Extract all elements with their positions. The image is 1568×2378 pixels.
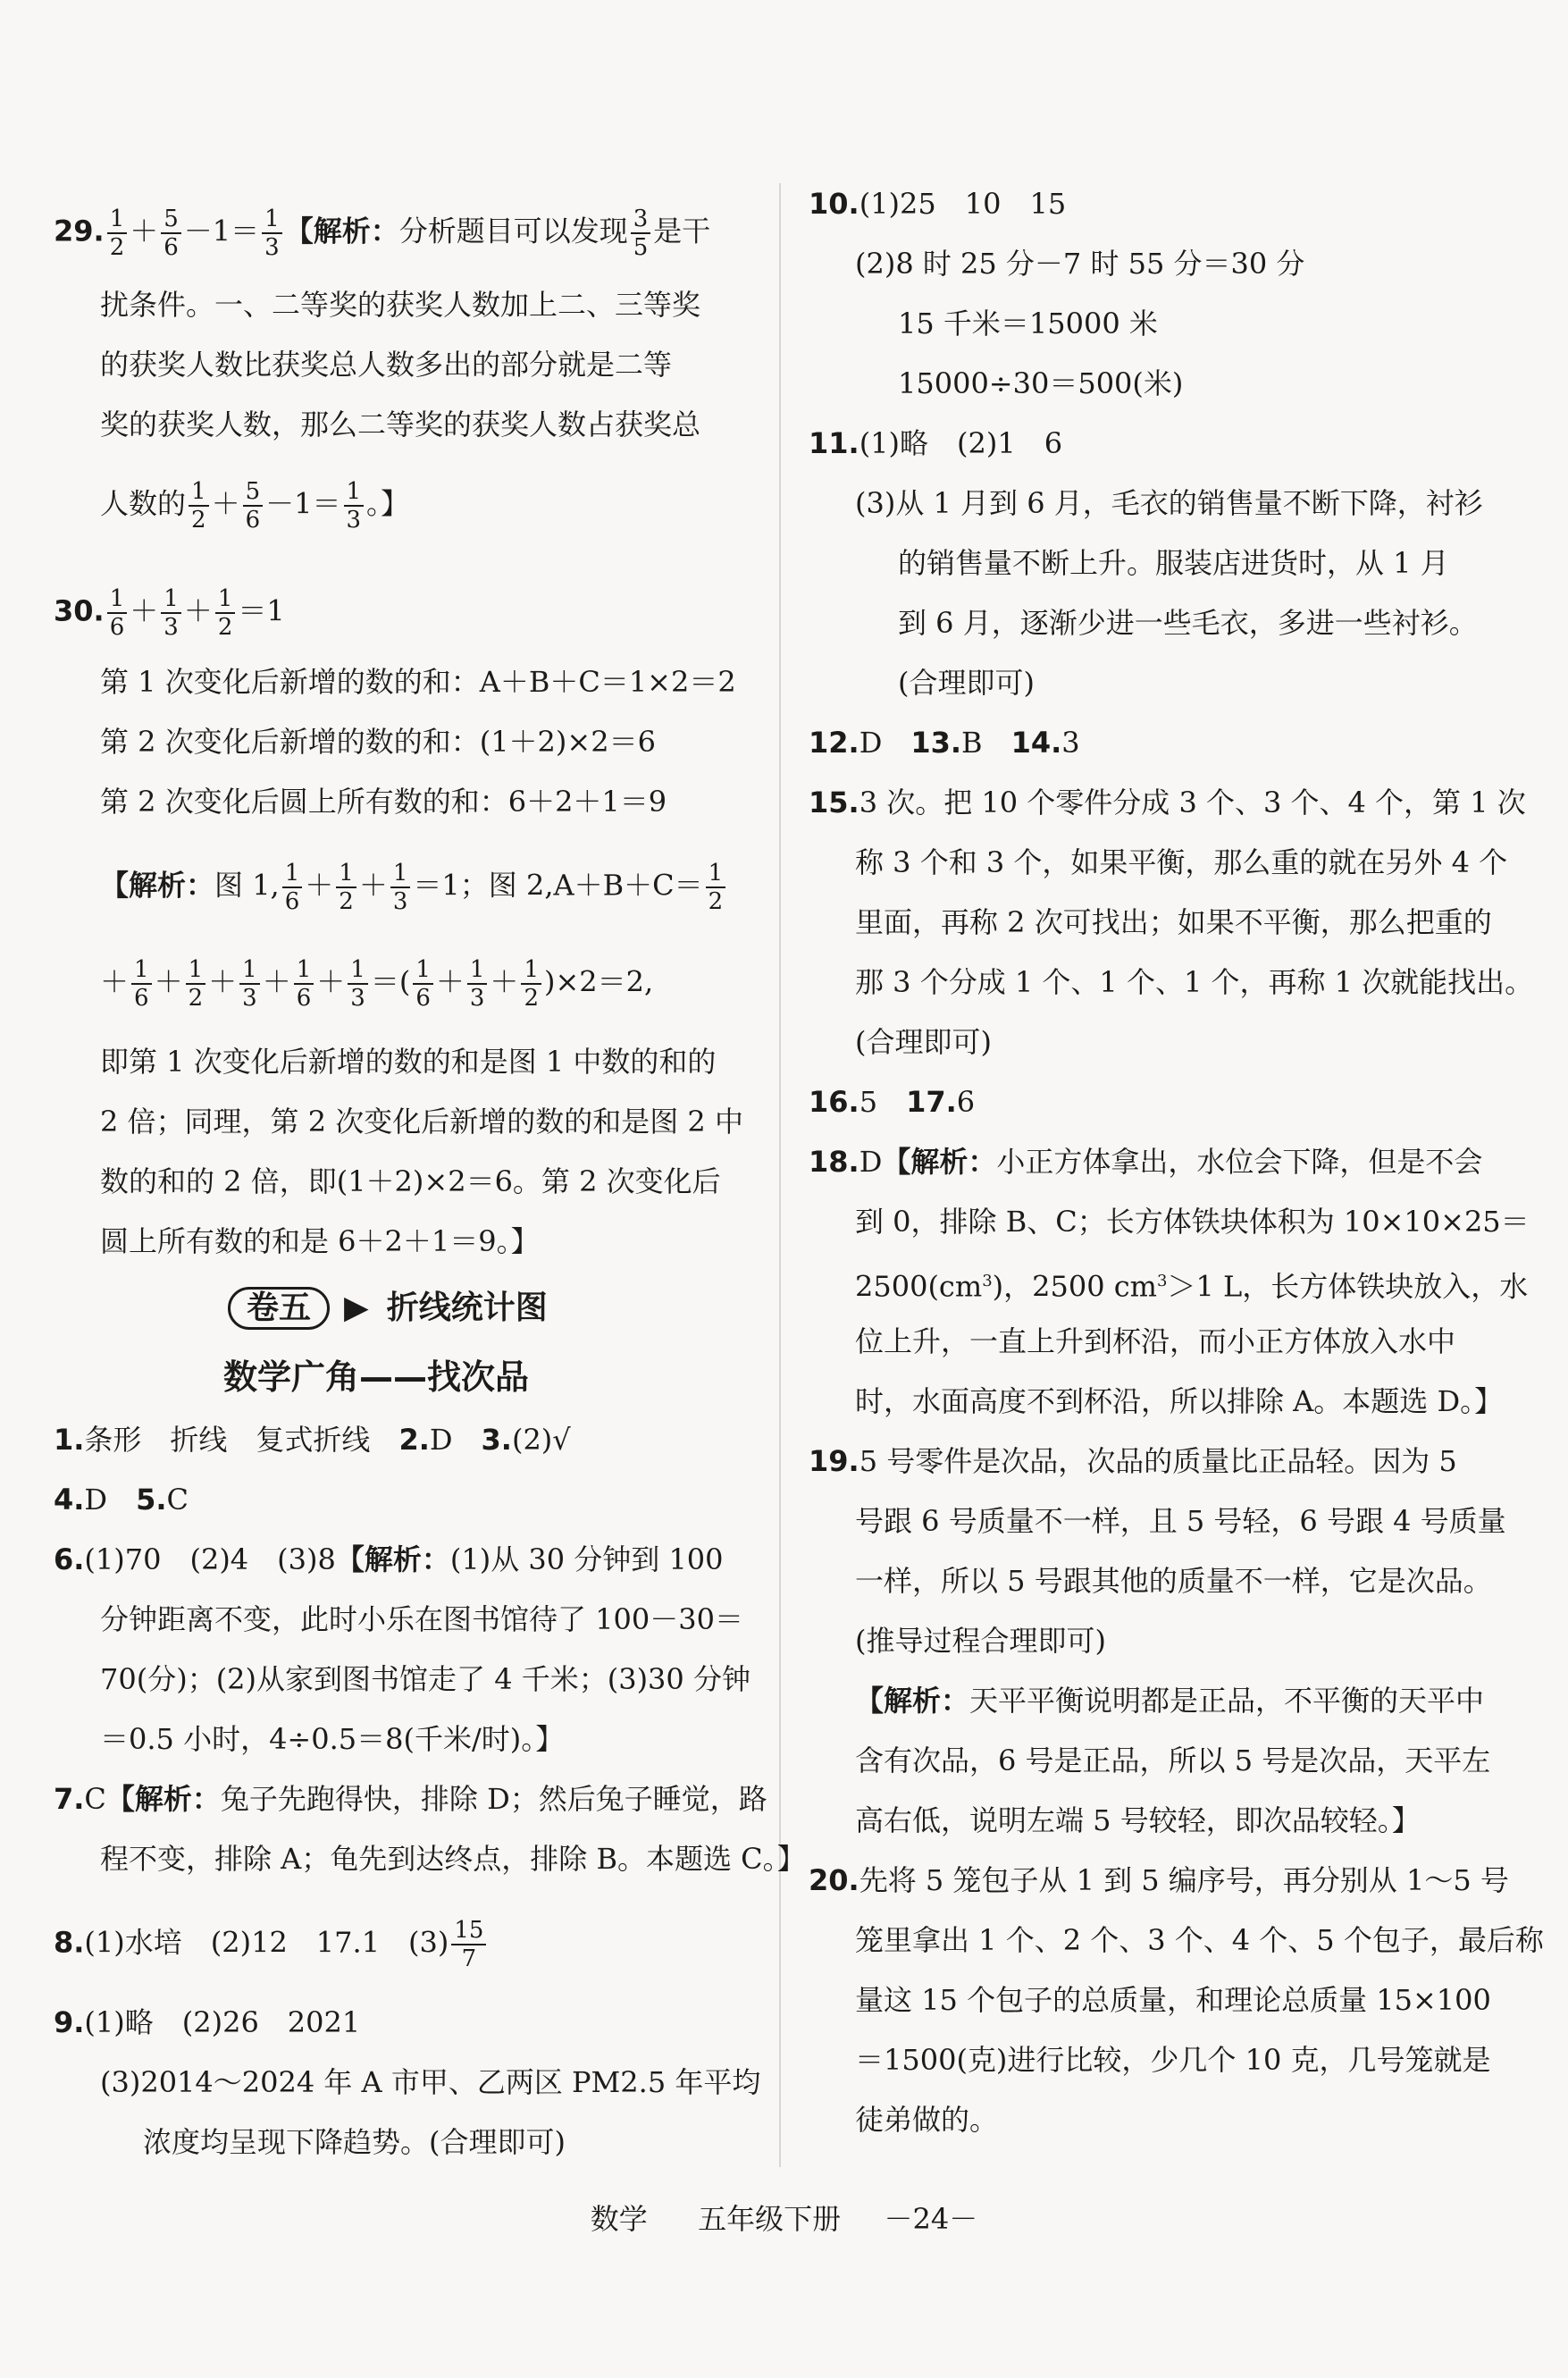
q18-line-5: 时，水面高度不到杯沿，所以排除 A。本题选 D。】 [855,1384,1504,1418]
q12-14-line: 12.D 13.B 14.3 [809,726,1080,760]
q10-line-1: 10.(1)25 10 15 [809,187,1067,221]
q6-line-4: ＝0.5 小时，4÷0.5＝8(千米/时)。】 [100,1722,565,1756]
fraction: $\frac{1}{2}$ [107,206,128,261]
q30-line-5: 【解析：图 1, $\frac{1}{6}$ ＋ $\frac{1}{2}$ ＋ $\frac{1}{3}$ ＝1；图 2,A＋B＋C＝ $\frac{1}{2}$ [100,860,728,915]
q18-line-1: 18.D【解析：小正方体拿出，水位会下降，但是不会 [809,1145,1483,1179]
q30-line-10: 圆上所有数的和是 6＋2＋1＝9。】 [100,1224,540,1258]
fraction: $\frac{15}{7}$ [451,1917,486,1972]
q29-line-2: 扰条件。一、二等奖的获奖人数加上二、三等奖 [100,288,701,322]
q29-line-1: 29. $\frac{1}{2}$ ＋ $\frac{5}{6}$ －1＝ $\frac{1}{3}$ 【解析：分析题目可以发现 $\frac{3}{5}$ 是干 [54,206,711,261]
q6-line-3: 70(分)；(2)从家到图书馆走了 4 千米；(3)30 分钟 [100,1662,750,1696]
fraction: $\frac{1}{6}$ [294,956,314,1012]
q18-line-2: 到 0，排除 B、C；长方体铁块体积为 10×10×25＝ [855,1205,1530,1239]
q15-line-4: 那 3 个分成 1 个、1 个、1 个，再称 1 次就能找出。 [855,965,1534,999]
q18-line-3: $2500(cm^3)$，2500 $cm^3>1$ L，长方体铁块放入，水 [855,1269,1529,1304]
fraction: $\frac{1}{3}$ [262,206,282,261]
q29-line-4: 奖的获奖人数，那么二等奖的获奖人数占获奖总 [100,408,701,441]
fraction: $\frac{1}{2}$ [336,860,356,915]
q20-line-1: 20.先将 5 笼包子从 1 到 5 编序号，再分别从 1～5 号 [809,1863,1509,1897]
q7-line-1: 7.C【解析：兔子先跑得快，排除 D；然后兔子睡觉，路 [54,1782,767,1816]
fraction: $\frac{1}{6}$ [282,860,303,915]
fraction: $\frac{3}{5}$ [631,206,651,261]
q7-line-2: 程不变，排除 A；龟先到达终点，排除 B。本题选 C。】 [100,1842,806,1876]
page-footer [0,2197,1568,2238]
q29-line-3: 的获奖人数比获奖总人数多出的部分就是二等 [100,348,673,382]
q20-line-5: 徒弟做的。 [855,2103,999,2137]
fraction: $\frac{1}{3}$ [390,860,411,915]
q15-line-3: 里面，再称 2 次可找出；如果不平衡，那么把重的 [855,905,1492,939]
fraction: $\frac{1}{3}$ [467,956,488,1012]
q6-line-1: 6.(1)70 (2)4 (3)8【解析：(1)从 30 分钟到 100 [54,1542,724,1576]
q10-line-4: 15000÷30＝500(米) [898,366,1184,400]
q11-line-5: (合理即可) [898,666,1035,700]
fraction: $\frac{5}{6}$ [243,478,264,534]
q15-line-1: 15.3 次。把 10 个零件分成 3 个、3 个、4 个，第 1 次 [809,786,1526,819]
q30-line-6: ＋ $\frac{1}{6}$ ＋ $\frac{1}{2}$ ＋ $\frac{1}{3}$ ＋ $\frac{1}{6}$ ＋ $\frac{1}{3}$ ＝( $\frac{1}{6}$ ＋ $\frac{1}{3}$ ＋ $\frac{1}{2}$ )×2＝2, [100,956,654,1012]
q11-line-3: 的销售量不断上升。服装店进货时，从 1 月 [898,546,1449,580]
q30-line-8: 2 倍；同理，第 2 次变化后新增的数的和是图 2 中 [100,1105,743,1139]
q19-line-2: 号跟 6 号质量不一样，且 5 号轻，6 号跟 4 号质量 [855,1504,1506,1538]
q30-line-3: 第 2 次变化后新增的数的和：(1＋2)×2＝6 [100,725,656,759]
q30-line-1: 30. $\frac{1}{6}$ ＋ $\frac{1}{3}$ ＋ $\frac{1}{2}$ ＝1 [54,585,285,641]
section-title: 折线统计图 [386,1290,548,1326]
q30-line-2: 第 1 次变化后新增的数的和：A＋B＋C＝1×2＝2 [100,665,736,699]
q11-line-4: 到 6 月，逐渐少进一些毛衣，多进一些衬衫。 [898,606,1478,640]
fraction: $\frac{1}{2}$ [186,956,206,1012]
q19-line-3: 一样，所以 5 号跟其他的质量不一样，它是次品。 [855,1564,1492,1598]
q10-line-2: (2)8 时 25 分－7 时 55 分＝30 分 [855,247,1305,281]
q15-line-2: 称 3 个和 3 个，如果平衡，那么重的就在另外 4 个 [855,845,1508,879]
q9-line-3: 浓度均呈现下降趋势。(合理即可) [143,2125,566,2159]
q29-number: 29. [54,214,105,248]
q20-line-3: 量这 15 个包子的总质量，和理论总质量 15×100 [855,1983,1491,2017]
play-arrow-icon: ▶ [344,1290,369,1326]
q30-line-4: 第 2 次变化后圆上所有数的和：6＋2＋1＝9 [100,785,667,819]
section-heading [228,1282,548,1330]
q15-line-5: (合理即可) [855,1025,992,1059]
footer-subject: 数学 [590,2202,648,2236]
fraction: $\frac{1}{2}$ [189,478,209,534]
fraction: $\frac{1}{6}$ [413,956,433,1012]
page-number: －24－ [884,2202,978,2236]
q18-line-4: 位上升，一直上升到杯沿，而小正方体放入水中 [855,1324,1456,1358]
q20-line-2: 笼里拿出 1 个、2 个、3 个、4 个、5 个包子，最后称 [855,1923,1544,1957]
fraction: $\frac{1}{2}$ [521,956,541,1012]
q11-line-2: (3)从 1 月到 6 月，毛衣的销售量不断下降，衬衫 [855,486,1483,520]
fraction: $\frac{1}{6}$ [131,956,152,1012]
q29-line-5: 人数的 $\frac{1}{2}$ ＋ $\frac{5}{6}$ －1＝ $\frac{1}{3}$ 。】 [100,478,410,534]
q8-line: 8.(1)水培 (2)12 17.1 (3) $\frac{15}{7}$ [54,1917,489,1972]
q6-line-2: 分钟距离不变，此时小乐在图书馆待了 100－30＝ [100,1602,743,1636]
q30-line-9: 数的和的 2 倍，即(1＋2)×2＝6。第 2 次变化后 [100,1164,721,1198]
fraction: $\frac{1}{3}$ [344,478,365,534]
section-subtitle: 数学广角——找次品 [223,1357,530,1397]
fraction: $\frac{1}{2}$ [215,585,236,641]
fraction: $\frac{1}{2}$ [706,860,726,915]
fraction: $\frac{1}{3}$ [161,585,181,641]
section-tag: 卷五 [228,1287,330,1330]
q19-line-1: 19.5 号零件是次品，次品的质量比正品轻。因为 5 [809,1444,1457,1478]
footer-grade: 五年级下册 [698,2202,842,2236]
q30-number: 30. [54,593,105,628]
fraction: $\frac{1}{3}$ [239,956,260,1012]
fraction: $\frac{1}{3}$ [348,956,368,1012]
q19-line-5: 【解析：天平平衡说明都是正品，不平衡的天平中 [855,1684,1485,1718]
q9-line-1: 9.(1)略 (2)26 2021 [54,2005,361,2039]
q16-17-line: 16.5 17.6 [809,1085,976,1119]
q9-line-2: (3)2014～2024 年 A 市甲、乙两区 PM2.5 年平均 [100,2065,761,2099]
q20-line-4: ＝1500(克)进行比较，少几个 10 克，几号笼就是 [855,2043,1491,2077]
fraction: $\frac{5}{6}$ [161,206,181,261]
q1-3-line: 1.条形 折线 复式折线 2.D 3.(2)√ [54,1423,571,1457]
q19-line-7: 高右低，说明左端 5 号较轻，即次品较轻。】 [855,1803,1421,1837]
q19-line-4: (推导过程合理即可) [855,1624,1106,1658]
q10-line-3: 15 千米＝15000 米 [898,307,1158,340]
q11-line-1: 11.(1)略 (2)1 6 [809,426,1063,460]
fraction: $\frac{1}{6}$ [107,585,128,641]
q19-line-6: 含有次品，6 号是正品，所以 5 号是次品，天平左 [855,1744,1491,1777]
q4-5-line: 4.D 5.C [54,1483,189,1517]
q30-line-7: 即第 1 次变化后新增的数的和是图 1 中数的和的 [100,1045,717,1079]
